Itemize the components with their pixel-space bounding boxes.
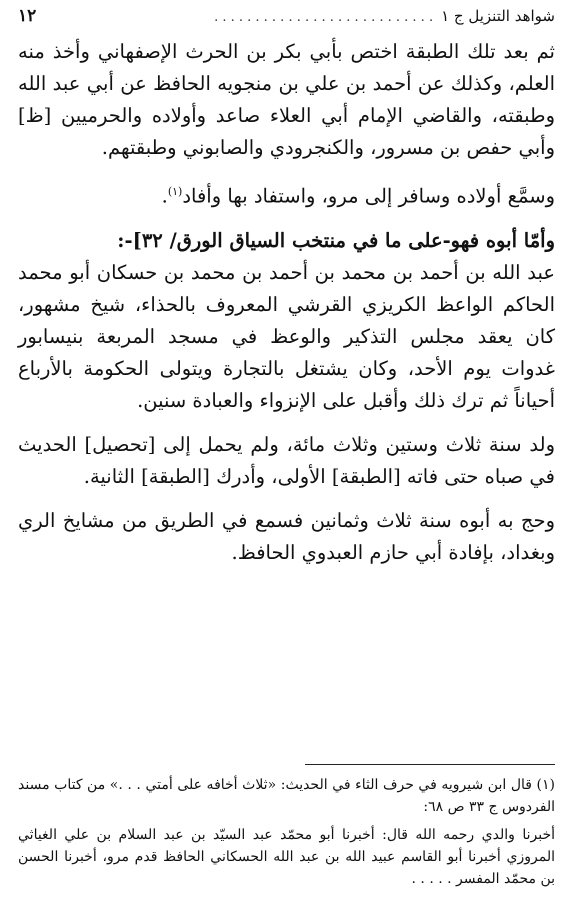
paragraph-5: وحج به أبوه سنة ثلاث وثمانين فسمع في الطريق من مشايخ الري وبغداد، بإفادة أبي حازم العبدوي الحافظ. [18,508,555,564]
leader-dots: . . . . . . . . . . . . . . . . . . . . . . . . . . . [214,10,434,25]
page-header [18,6,555,36]
running-title: شواهد التنزيل ج ١ [441,7,555,25]
footnote-divider [305,764,555,765]
footnote-1-continuation: أخبرنا والدي رحمه الله قال: أخبرنا أبو محمّد عبد السيّد بن عبد السلام بن علي الغياثي المروزي أخبرنا أبو القاسم عبيد الله بن عبد الله الحسكاني الحافظ قدم مرو، أخبرنا الحسن بن محمّد المفسر . . . . . [18,827,555,887]
main-text [18,36,555,569]
section-heading: وأمّا أبوه فهو-على ما في منتخب السياق الورق/ ٣٢]-: [117,228,555,252]
footnote-1: (١) قال ابن شيرويه في حرف الثاء في الحديث: «ثلاث أخافه على أمتي . . .» من كتاب مسند الفردوس ج ٣٣ ص ٦٨: [18,777,555,815]
footnotes [18,774,555,890]
footnote-ref-1: (١) [167,185,183,198]
paragraph-1: ثم بعد تلك الطبقة اختص بأبي بكر بن الحرث الإصفهاني وأخذ منه العلم، وكذلك عن أحمد بن علي بن منجويه الحافظ عن أبي عبد الله وطبقته، والقاضي الإمام أبي العلاء صاعد وأولاده والحرميين [ظ] وأبي حفص بن مسرور، والكنجرودي والصابوني وطبقتهم. [18,40,555,159]
document-page [18,6,555,912]
paragraph-3: عبد الله بن أحمد بن محمد بن أحمد بن محمد بن حسكان أبو محمد الحاكم الواعظ الكريزي القرشي المعروف بالحذاء، شيخ مشهور، كان يعقد مجلس التذكير والوعظ في مسجد المربعة بنيسابور غدوات يوم الأحد، وكان يشتغل بالتجارة ويتولى الحكومة بالأرباع أحياناً ثم ترك ذلك وأقبل على الإنزواء والعبادة سنين. [18,260,555,412]
paragraph-2 [18,176,555,213]
paragraph-4: ولد سنة ثلاث وستين وثلاث مائة، ولم يحمل إلى [تحصيل] الحديث في صباه حتى فاته [الطبقة] الأولى، وأدرك [الطبقة] الثانية. [18,432,555,488]
paragraph-2-end: . [161,184,168,208]
paragraph-2-text: وسمَّع أولاده وسافر إلى مرو، واستفاد بها وأفاد [182,184,555,208]
page-number: ١٢ [18,6,37,26]
